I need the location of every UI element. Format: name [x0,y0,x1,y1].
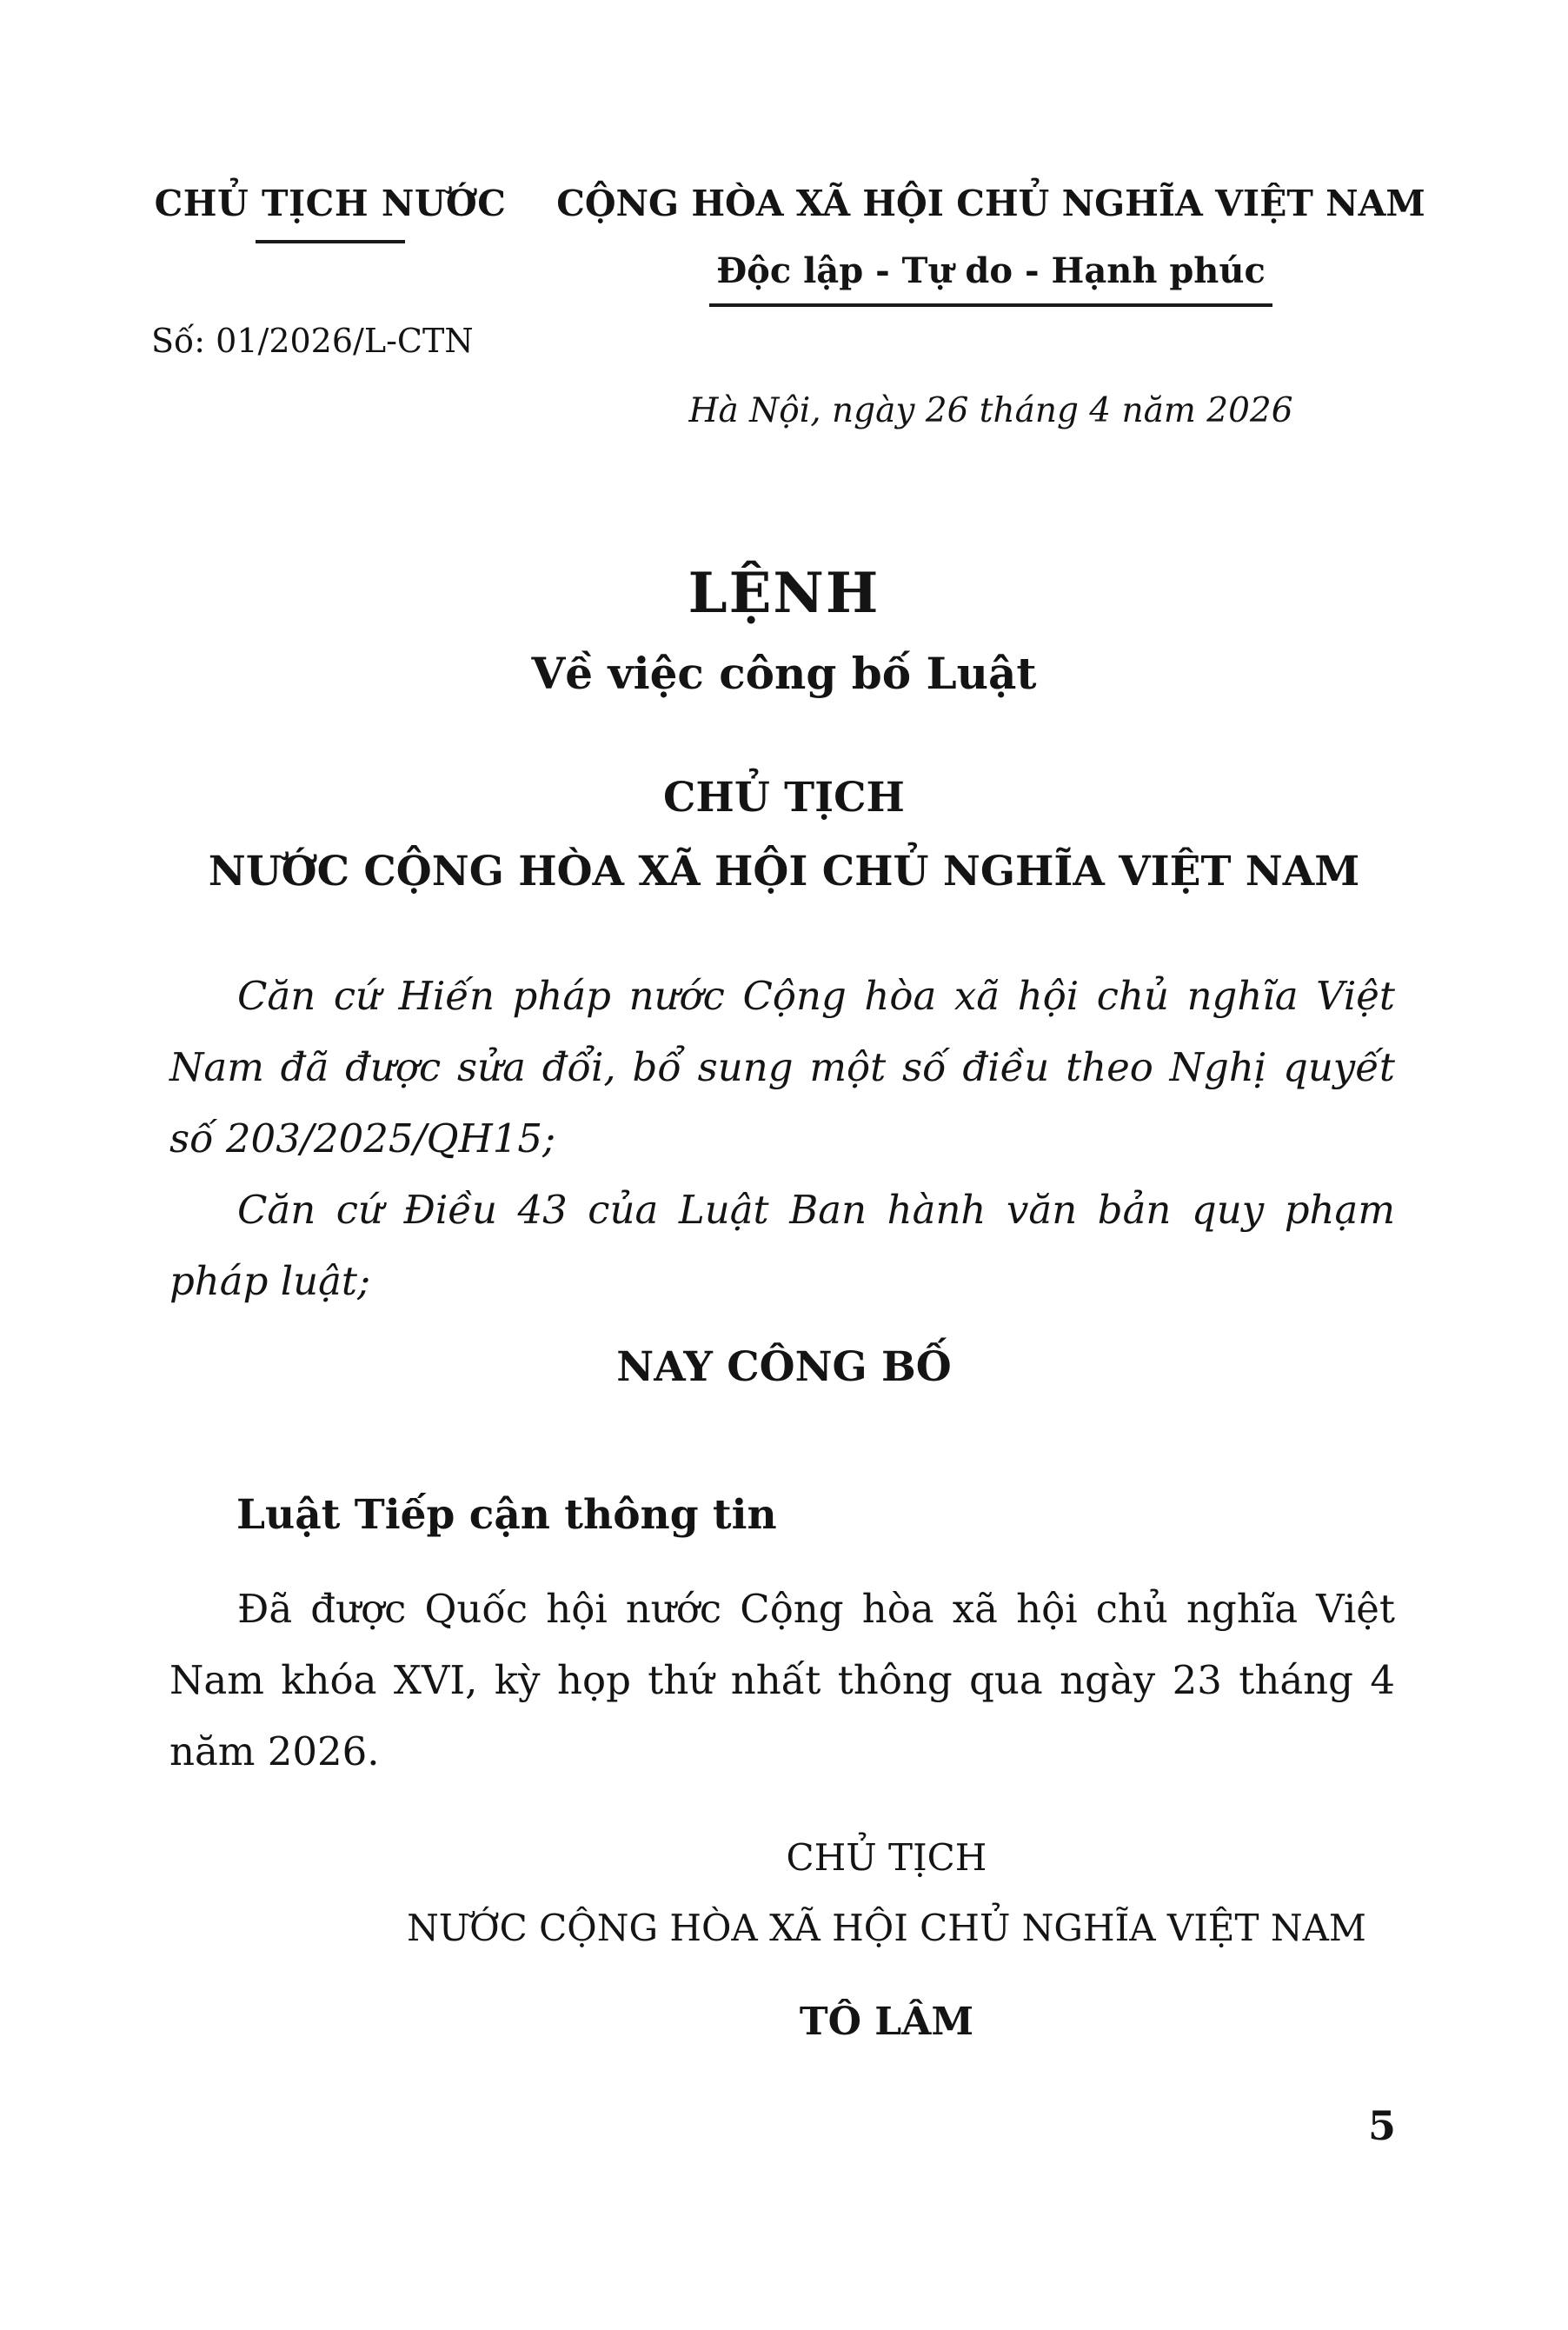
signature-organization: NƯỚC CỘNG HÒA XÃ HỘI CHỦ NGHĨA VIỆT NAM [407,1907,1366,1949]
nation-name: CỘNG HÒA XÃ HỘI CHỦ NGHĨA VIỆT NAM [556,183,1425,224]
passage-statement: Đã được Quốc hội nước Cộng hòa xã hội chủ nghĩa Việt Nam khóa XVI, kỳ họp thứ nhất thông qua ngày 23 tháng 4 năm 2026. [169,1586,1395,1774]
legal-basis-constitution: Căn cứ Hiến pháp nước Cộng hòa xã hội chủ nghĩa Việt Nam đã được sửa đổi, bổ sung một số điều theo Nghị quyết số 203/2025/QH15; [169,973,1395,1162]
issuer-title: CHỦ TỊCH [663,774,905,822]
page-number: 5 [1367,2102,1396,2149]
issuer-organization: CHỦ TỊCH NƯỚC [154,183,507,224]
motto-underline [709,303,1272,307]
order-subject: Về việc công bố Luật [531,648,1037,699]
issuer-header [139,183,522,243]
legal-basis-law: Căn cứ Điều 43 của Luật Ban hành văn bản quy phạm pháp luật; [169,1187,1395,1304]
issuer-underline [256,240,405,243]
national-header [539,183,1443,307]
issuer-country: NƯỚC CỘNG HÒA XÃ HỘI CHỦ NGHĨA VIỆT NAM [208,848,1360,895]
national-motto: Độc lập - Tự do - Hạnh phúc [716,250,1266,291]
signature-title: CHỦ TỊCH [786,1836,987,1879]
signatory-name: TÔ LÂM [799,2000,974,2044]
document-number: Số: 01/2026/L-CTN [151,322,474,360]
place-and-date: Hà Nội, ngày 26 tháng 4 năm 2026 [688,391,1293,430]
announcement-heading: NAY CÔNG BỐ [616,1343,952,1391]
law-name: Luật Tiếp cận thông tin [236,1491,777,1539]
order-title: LỆNH [688,561,880,626]
